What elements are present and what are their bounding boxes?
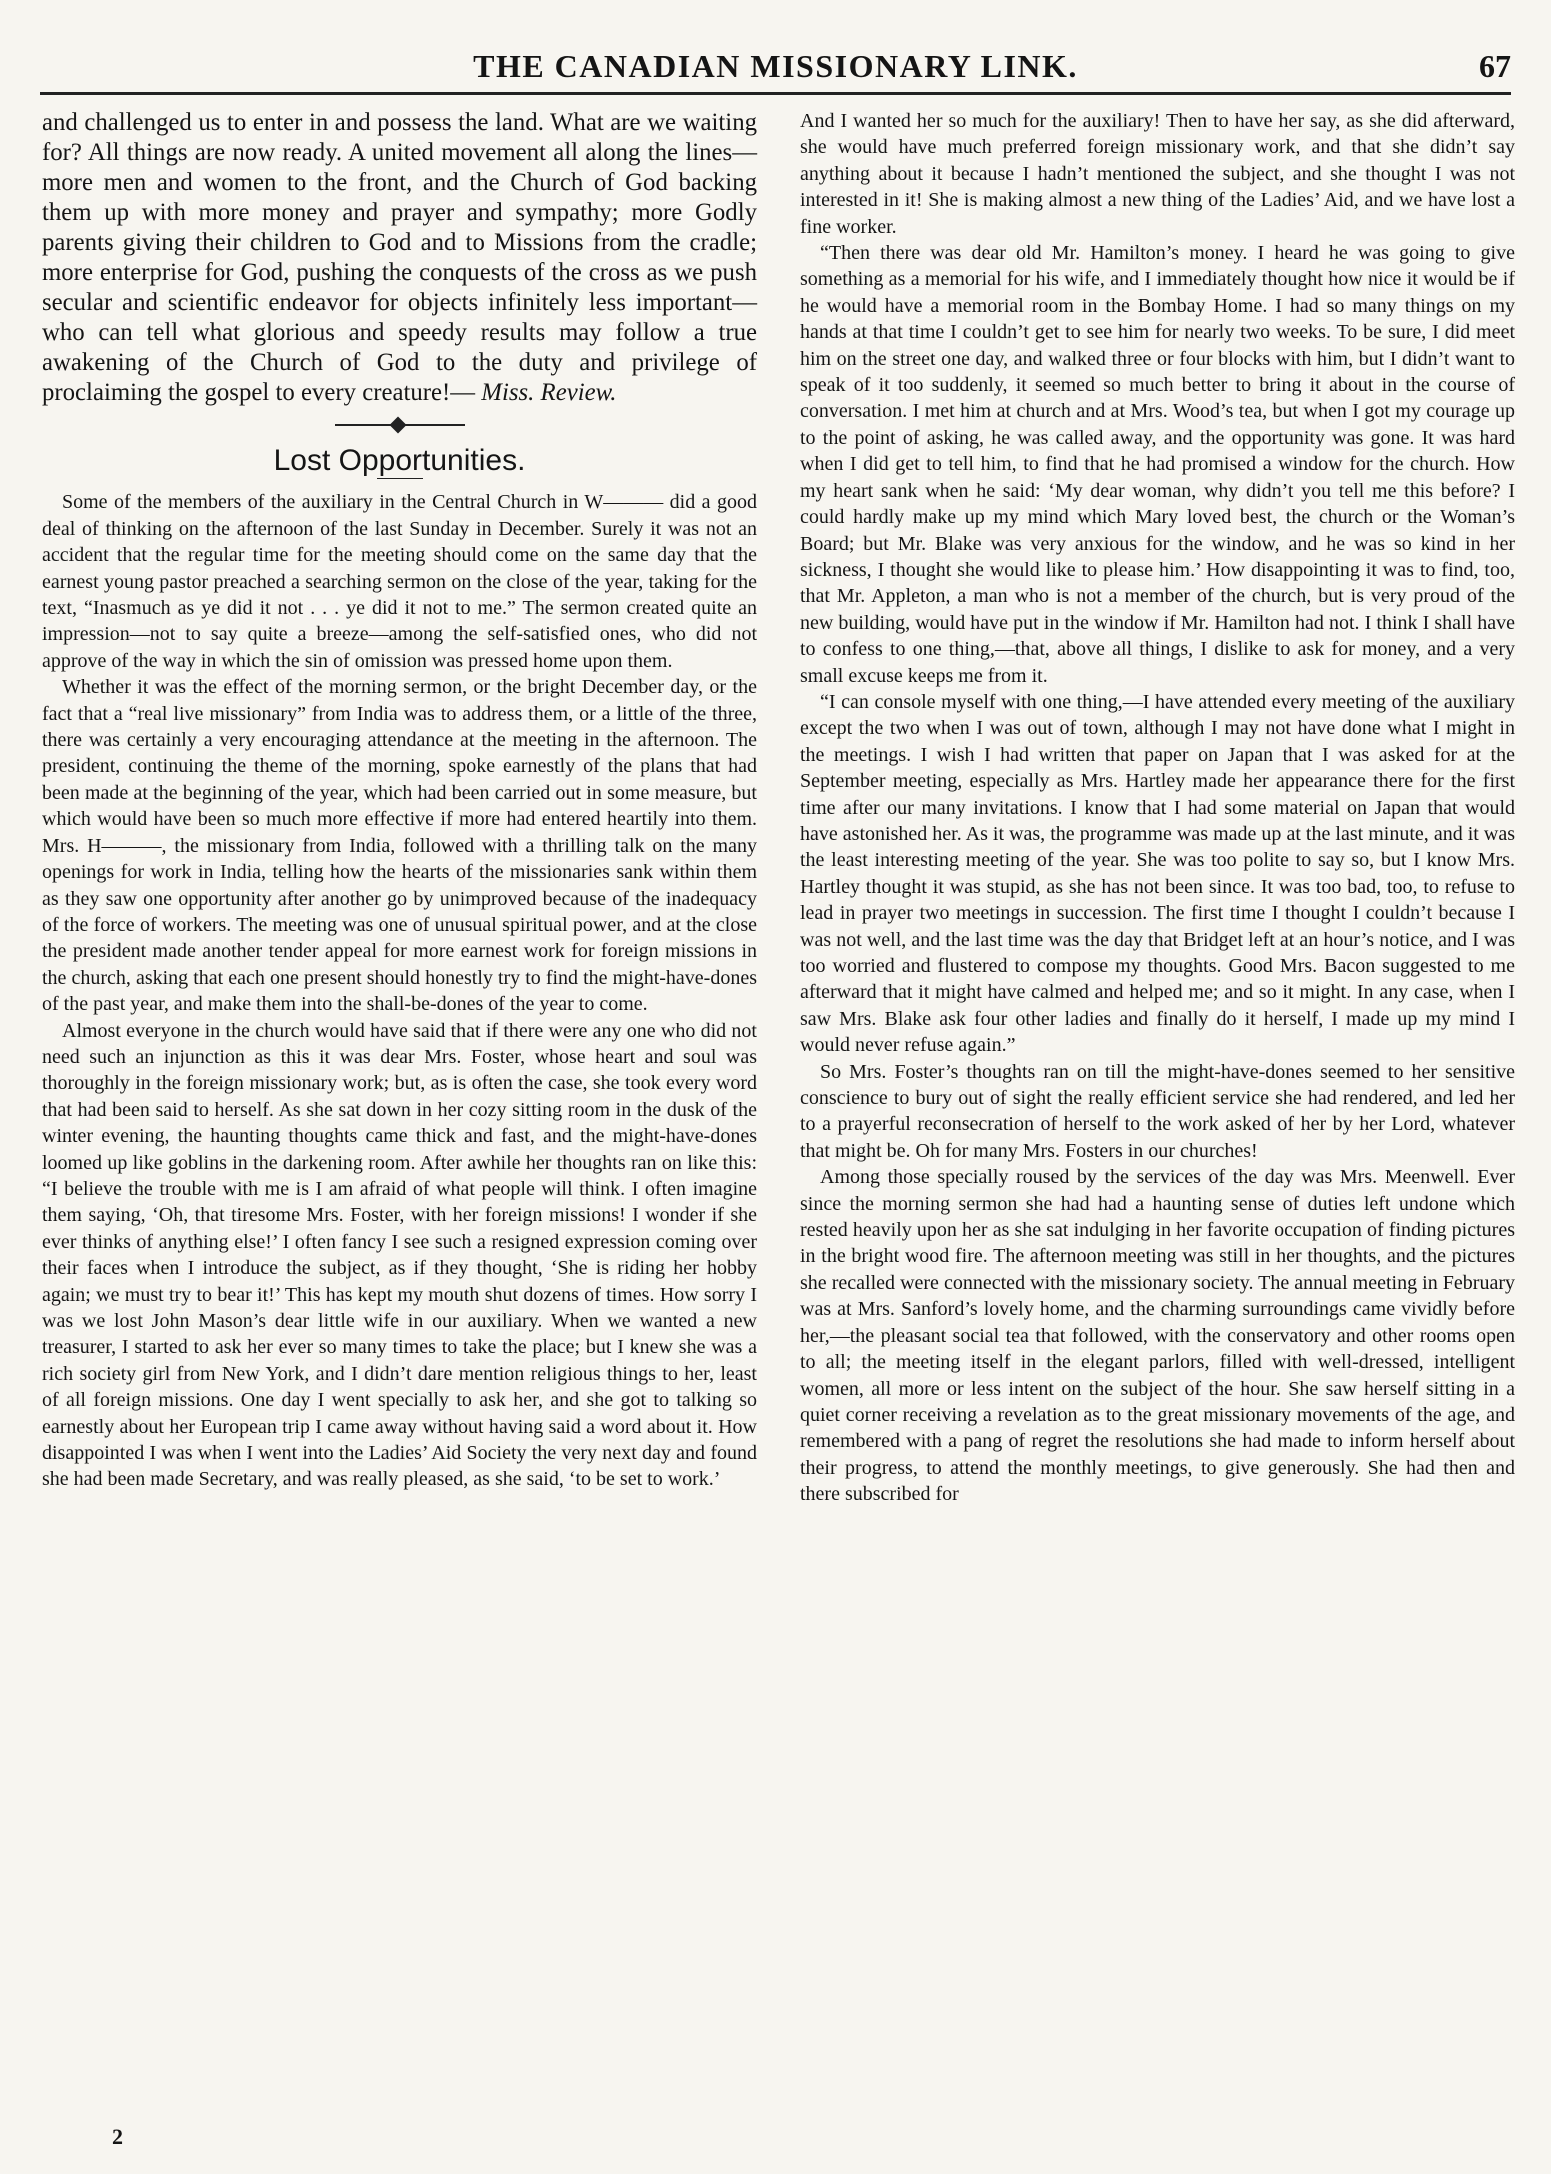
journal-title: THE CANADIAN MISSIONARY LINK. bbox=[473, 48, 1078, 84]
right-column bbox=[800, 108, 1515, 1508]
page-number: 67 bbox=[1479, 48, 1511, 84]
article-title: Lost Opportunities. bbox=[273, 444, 526, 477]
article-paragraph: Almost everyone in the church would have said that if there were any one who did not need such an injunction as this it was dear Mrs. Foster, whose heart and soul was thoroughly in the foreign missionary work; but, as is often the case, she took every word that had been said to herself. As she sat down in her cozy sitting room in the dusk of the winter evening, the haunting thoughts came thick and fast, and the might-have-dones loomed up like goblins in the darkening room. After awhile her thoughts ran on like this: “I believe the trouble with me is I am afraid of what people will think. I often imagine them saying, ‘Oh, that tiresome Mrs. Foster, with her foreign missions! I wonder if she ever thinks of anything else!’ I often fancy I see such a resigned expression coming over their faces when I introduce the subject, as if they thought, ‘She is riding her hobby again; we must try to bear it!’ This has kept my mouth shut dozens of times. How sorry I was we lost John Mason’s dear little wife in our auxiliary. When we wanted a new treasurer, I started to ask her ever so many times to take the place; but I knew she was a rich society girl from New York, and I didn’t dare mention religious things to her, least of all foreign missions. One day I went specially to ask her, and she got to talking so earnestly about her European trip I came away without having said a word about it. How disappointed I was when I went into the Ladies’ Aid Society the very next day and found she had been made Secretary, and was really pleased, as she said, ‘to be set to work.’ bbox=[42, 1019, 757, 1491]
article-paragraph: Among those specially roused by the services of the day was Mrs. Meenwell. Ever since the morning sermon she had had a haunting sense of duties left undone which rested heavily upon her as she sat indulging in her favorite occupation of finding pictures in the bright wood fire. The afternoon meeting was still in her thoughts, and the pictures she recalled were connected with the missionary society. The annual meeting in February was at Mrs. Sanford’s lovely home, and the charming surroundings came vividly before her,—the pleasant social tea that followed, with the conservatory and other rooms open to all; the meeting itself in the elegant parlors, filled with well-dressed, intelligent women, all more or less intent on the subject of the hour. She saw herself sitting in a quiet corner receiving a revelation as to the great missionary movements of the age, and remembered with a pang of regret the resolutions she had made to inform herself about their progress, to attend the monthly meetings, to give generously. She had then and there subscribed for bbox=[800, 1166, 1515, 1506]
article-paragraph: Some of the members of the auxiliary in the Central Church in W——— did a good deal of thinking on the afternoon of the last Sunday in December. Surely it was not an accident that the regular time for the meeting should come on the same day that the earnest young pastor preached a searching sermon on the close of the year, taking for the text, “Inasmuch as ye did it not . . . ye did it not to me.” The sermon created quite an impression—not to say quite a breeze—among the self-satisfied ones, who did not approve of the way in which the sin of omission was pressed home upon them. bbox=[42, 491, 757, 672]
article-paragraph: So Mrs. Foster’s thoughts ran on till the might-have-dones seemed to her sensitive conscience to bury out of sight the really efficient service she had rendered, and led her to a prayerful reconsecration of herself to the work asked of her by her Lord, whatever that might be. Oh for many Mrs. Fosters in our churches! bbox=[800, 1060, 1515, 1162]
section-separator bbox=[335, 424, 465, 426]
left-column bbox=[42, 108, 757, 1493]
page-header bbox=[40, 42, 1511, 95]
article-paragraph: “I can console myself with one thing,—I have attended every meeting of the auxiliary except the two when I was out of town, although I may not have done what I might in the meetings. I wish I had written that paper on Japan that I was asked for at the September meeting, especially as Mrs. Hartley made her appearance there for the first time after our many invitations. I know that I had some material on Japan that would have astonished her. As it was, the programme was made up at the last minute, and it was the least interesting meeting of the year. She was too polite to say so, but I know Mrs. Hartley thought it was stupid, as she has not been since. It was too bad, too, to refuse to lead in prayer two meetings in succession. The first time I thought I couldn’t because I was not well, and the last time was the day that Bridget left at an hour’s notice, and I was too worried and flustered to compose my thoughts. Good Mrs. Bacon suggested to me afterward that it might have calmed and helped me; and so it might. In any case, when I saw Mrs. Blake ask four other ladies and finally do it herself, I made up my mind I would never refuse again.” bbox=[800, 690, 1515, 1057]
intro-paragraph bbox=[42, 108, 757, 408]
title-rule bbox=[377, 478, 423, 479]
article-paragraph: “Then there was dear old Mr. Hamilton’s money. I heard he was going to give something as a memorial for his wife, and I immediately thought how nice it would be if he would have a memorial room in the Bombay Home. I had so many things on my hands at that time I couldn’t get to see him for nearly two weeks. To be sure, I did meet him on the street one day, and walked three or four blocks with him, but I didn’t want to speak of it too suddenly, it seemed so much better to bring it about in the course of conversation. I met him at church and at Mrs. Wood’s tea, but when I got my courage up to the point of asking, he was called away, and the opportunity was gone. It was hard when I did get to tell him, to find that he had promised a window for the church. How my heart sank when he said: ‘My dear woman, why didn’t you tell me this before? I could hardly make up my mind which Mary loved best, the church or the Woman’s Board; but Mr. Blake was very anxious for the window, and he was so kind in her sickness, I thought she would like to please him.’ How disappointing it was to find, too, that Mr. Appleton, a man who is not a member of the church, but is very proud of the new building, would have put in the window if Mr. Hamilton had not. I think I shall have to confess to one thing,—that, above all things, I dislike to ask for money, and a very small excuse keeps me from it. bbox=[800, 242, 1515, 687]
article-paragraph: Whether it was the effect of the morning sermon, or the bright December day, or the fact that a “real live missionary” from India was to address them, or a little of the three, there was certainly a very encouraging attendance at the meeting in the afternoon. The president, continuing the theme of the morning, spoke earnestly of the plans that had been made at the beginning of the year, which had been carried out in some measure, but which would have been so much more effective if more had entered heartily into them. Mrs. H———, the missionary from India, followed with a thrilling talk on the many openings for work in India, telling how the hearts of the missionaries sank within them as they saw one opportunity after another go by unimproved because of the inadequacy of the force of workers. The meeting was one of unusual spiritual power, and at the close the president made another tender appeal for more earnest work for foreign missions in the church, asking that each one present should honestly try to find the might-have-dones of the past year, and make them into the shall-be-dones of the year to come. bbox=[42, 676, 757, 1016]
folio-mark: 2 bbox=[112, 2124, 123, 2149]
intro-source: Miss. Review. bbox=[481, 379, 617, 406]
intro-text: and challenged us to enter in and possess the land. What are we waiting for? All things are now ready. A united movement all along the lines—more men and women to the front, and the Church of God backing them up with more money and prayer and sympathy; more Godly parents giving their children to God and to Missions from the cradle; more enterprise for God, pushing the conquests of the cross as we push secular and scientific endeavor for objects infinitely less important—who can tell what glorious and speedy results may follow a true awakening of the Church of God to the duty and privilege of proclaiming the gospel to every creature!— bbox=[42, 109, 757, 406]
article-paragraph: And I wanted her so much for the auxiliary! Then to have her say, as she did afterward, she would have much preferred foreign missionary work, and that she didn’t say anything about it because I hadn’t mentioned the subject, and she thought I was not interested in it! She is making almost a new thing of the Ladies’ Aid, and we have lost a fine worker. bbox=[800, 110, 1515, 238]
